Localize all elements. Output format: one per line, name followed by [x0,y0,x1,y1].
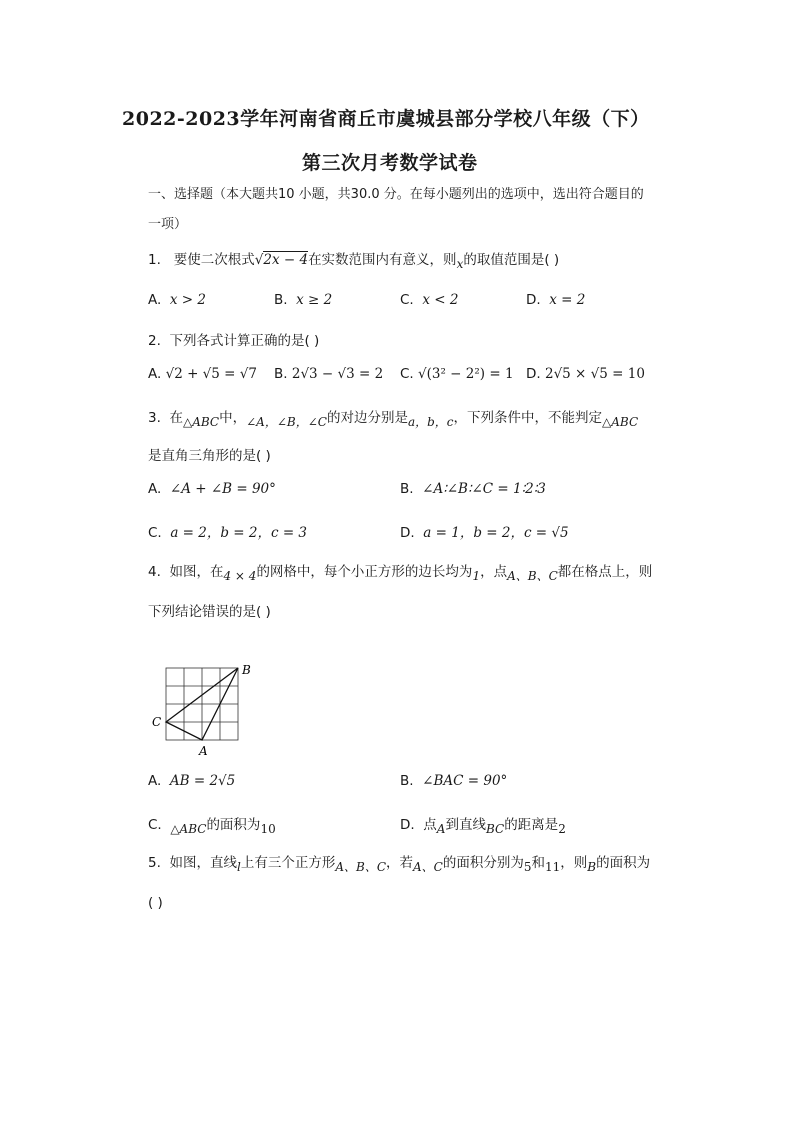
point-label-c: C [152,715,162,729]
question-4-line2: 下列结论错误的是( ) [148,604,271,620]
question-5-line2: ( ) [148,895,163,911]
question-text: 要使二次根式 [173,252,255,268]
q1-option-d[interactable]: D. x = 2 [526,292,586,308]
q3-option-a[interactable]: A. ∠A + ∠B = 90° [148,481,276,497]
point-label-a: A [199,744,208,758]
question-number: 2. [148,333,161,349]
question-5-line1: 5. 如图，直线$_l$上有三个正方形$_{A、B、C}$，若$_{A、C}$的面积分别为$_5$和$_{11}$，则$_B$的面积为 [148,855,651,874]
question-number: 4. [148,564,161,580]
q2-option-a[interactable]: A. √2 + √5 = √7 [148,366,257,382]
q1-option-c[interactable]: C. x < 2 [400,292,459,308]
question-1 [148,250,559,274]
q2-option-c[interactable]: C. √(3² − 2²) = 1 [400,366,514,382]
q1-option-b[interactable]: B. x ≥ 2 [274,292,333,308]
question-3-line2: 是直角三角形的是( ) [148,448,271,464]
q4-option-c[interactable]: C. $_{\triangle ABC}$的面积为$_{10}$ [148,817,276,836]
point-label-b: B [242,663,251,677]
question-3-line1: 3. 在$_{\triangle ABC}$中，$_{\angle A,\angle B,\angle C}$的对边分别是$_{a,b,c}$，下列条件中，不能判定$_{\triangle ABC}$ [148,410,639,429]
paper-title-line2: 第三次月考数学试卷 [302,152,478,174]
q2-option-d[interactable]: D. 2√5 × √5 = 10 [526,366,645,382]
section-heading-line2: 一项） [148,217,188,232]
question-text: 在实数范围内有意义，则 [308,252,457,268]
grid-lines [166,668,238,740]
q1-option-a[interactable]: A. x > 2 [148,292,206,308]
question-number: 1. [148,252,161,268]
math-var: x [456,257,464,271]
grid-triangle-figure [148,660,258,762]
question-2 [148,331,319,351]
q4-option-d[interactable]: D. 点$_A$到直线$_{BC}$的距离是$_2$ [400,817,566,836]
q3-option-d[interactable]: D. a = 1，b = 2，c = √5 [400,525,569,541]
q3-option-b[interactable]: B. ∠A∶∠B∶∠C = 1∶2∶3 [400,481,546,497]
q4-option-a[interactable]: A. AB = 2√5 [148,773,236,789]
section-heading-line1: 一、选择题（本大题共10 小题，共30.0 分。在每小题列出的选项中，选出符合题目的 [148,187,644,202]
paper-title-line1: 2022-2023学年河南省商丘市虞城县部分学校八年级（下） [122,108,650,130]
question-number: 3. [148,410,161,426]
q4-option-b[interactable]: B. ∠BAC = 90° [400,773,508,789]
sqrt-expression: √2x − 4 [254,252,309,268]
q3-option-c[interactable]: C. a = 2，b = 2，c = 3 [148,525,308,541]
question-number: 5. [148,855,161,871]
q2-option-b[interactable]: B. 2√3 − √3 = 2 [274,366,384,382]
question-text: 的取值范围是( ) [463,252,560,268]
question-4-line1: 4. 如图，在$_{4 \times 4}$的网格中，每个小正方形的边长均为$_1$，点$_{A、B、C}$都在格点上，则 [148,564,653,583]
question-text: 下列各式计算正确的是( ) [169,333,320,349]
